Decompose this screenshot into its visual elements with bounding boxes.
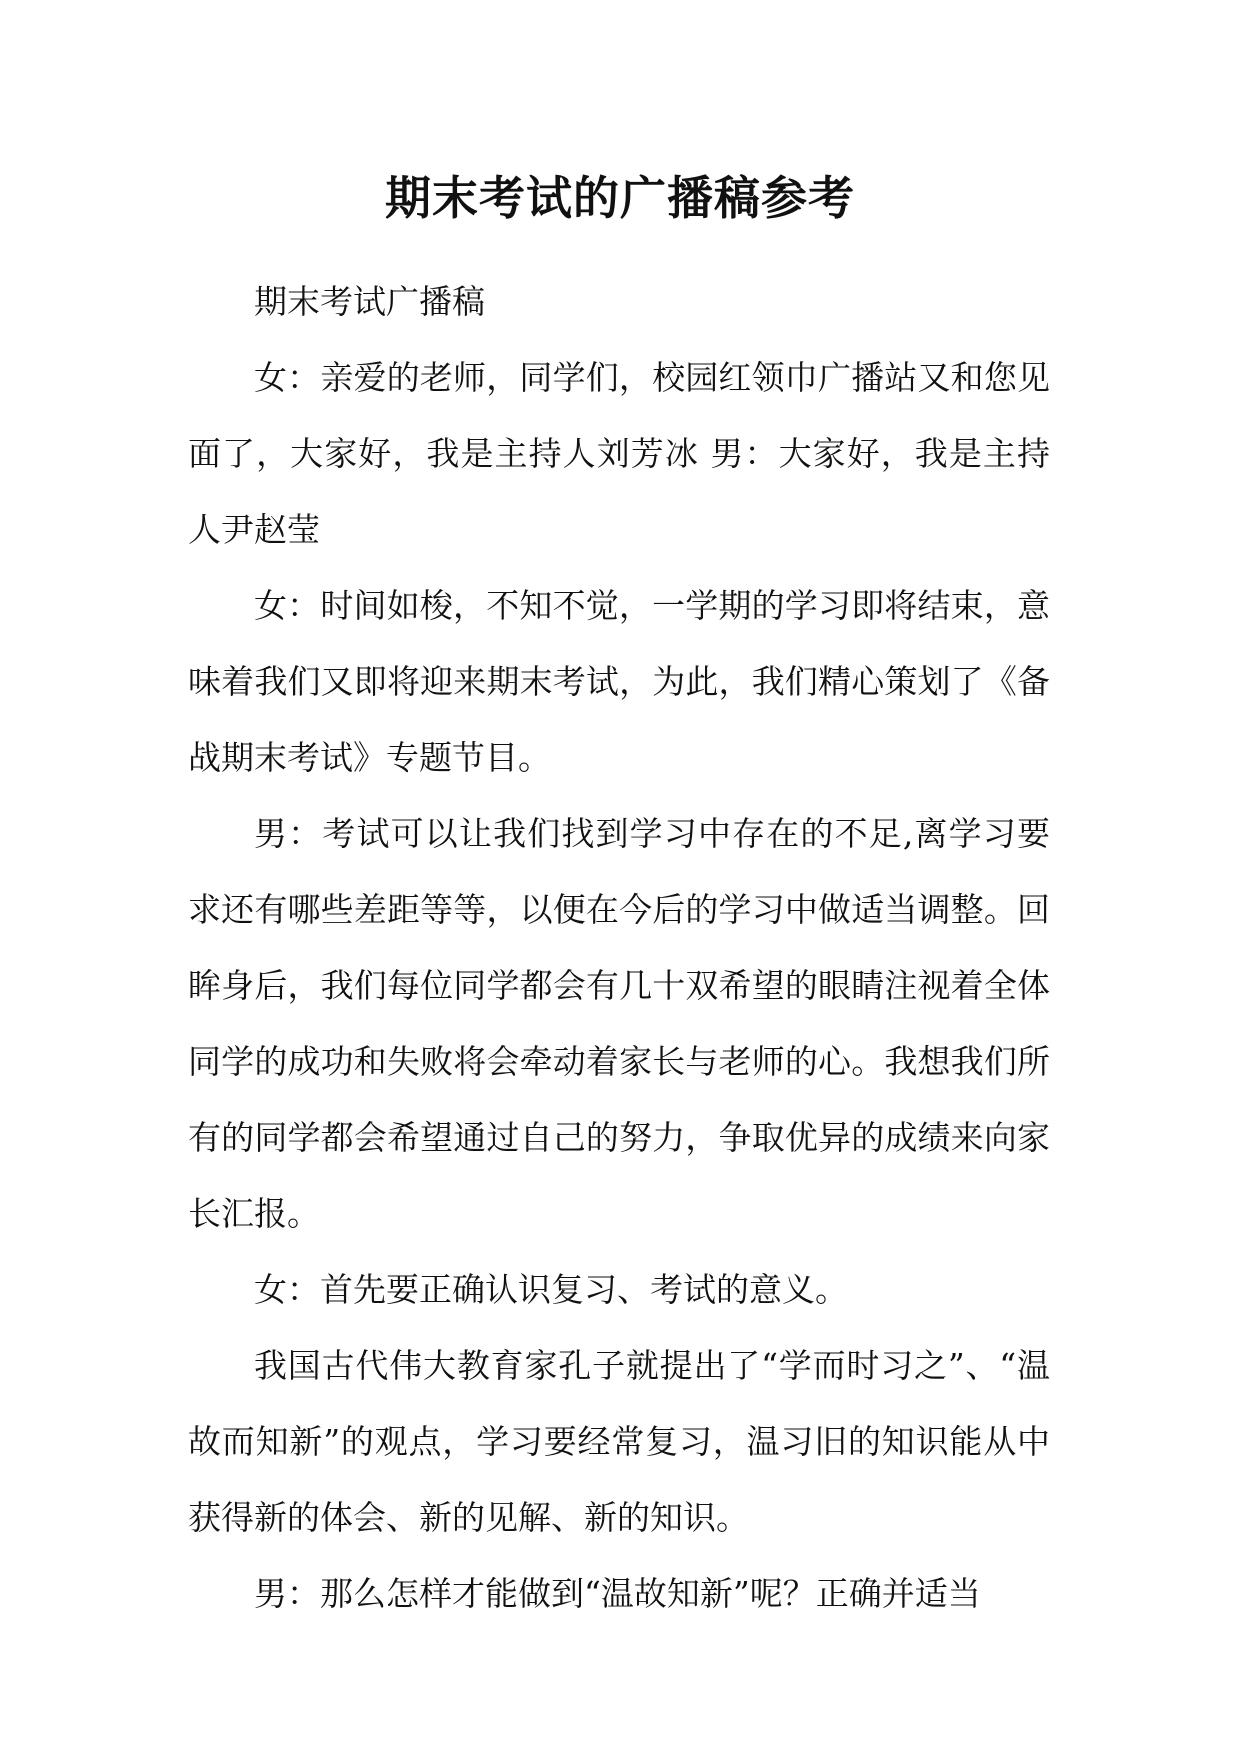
paragraph: 期末考试广播稿 <box>254 282 485 321</box>
paragraph: 我国古代伟大教育家孔子就提出了“学而时习之”、“温故而知新”的观点，学习要经常复习，温习旧的知识能从中获得新的体会、新的见解、新的知识。 <box>188 1346 1050 1537</box>
paragraph: 女：亲爱的老师，同学们，校园红领巾广播站又和您见面了，大家好，我是主持人刘芳冰 男：大家好，我是主持人尹赵莹 <box>188 358 1050 549</box>
paragraph: 男：那么怎样才能做到“温故知新”呢？正确并适当 <box>254 1574 981 1613</box>
paragraph: 女：时间如梭，不知不觉，一学期的学习即将结束，意味着我们又即将迎来期末考试，为此，我们精心策划了《备战期末考试》专题节目。 <box>188 586 1050 777</box>
document-body <box>188 264 1050 1632</box>
paragraph: 男：考试可以让我们找到学习中存在的不足,离学习要求还有哪些差距等等，以便在今后的学习中做适当调整。回眸身后，我们每位同学都会有几十双希望的眼睛注视着全体同学的成功和失败将会牵动着家长与老师的心。我想我们所有的同学都会希望通过自己的努力，争取优异的成绩来向家长汇报。 <box>188 814 1050 1233</box>
document-title: 期末考试的广播稿参考 <box>385 171 855 225</box>
paragraph: 女：首先要正确认识复习、考试的意义。 <box>254 1270 848 1309</box>
